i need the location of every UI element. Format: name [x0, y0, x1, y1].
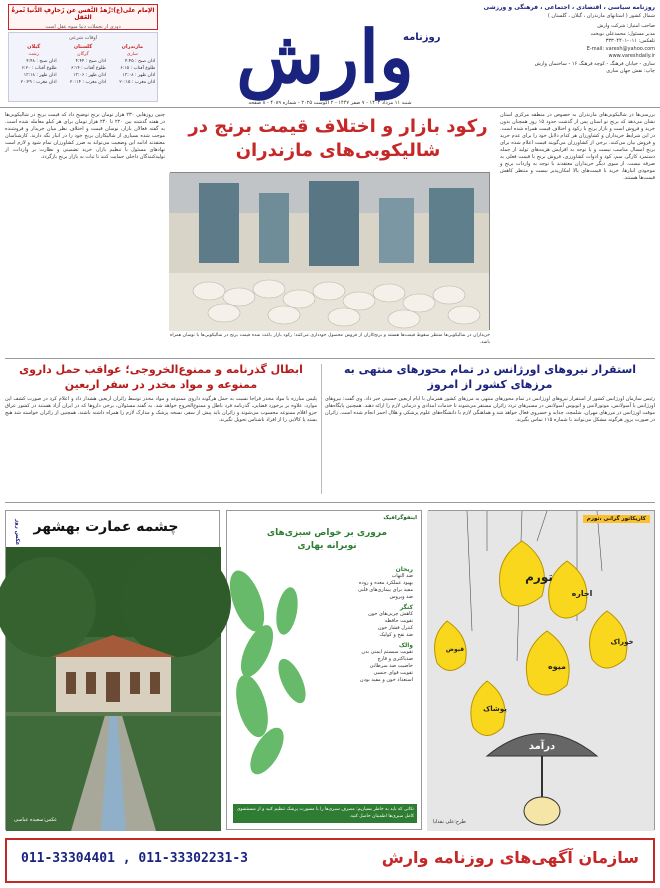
lead-photo: [170, 172, 490, 330]
ad-agency-name: سازمان آگهی‌های روزنامه وارش: [381, 848, 639, 867]
infographic-item: استعداد خون و مفید بودن: [359, 677, 413, 683]
info-row: چاپ: نقش جهان ساری: [606, 68, 655, 74]
hadith-text: الإمام علی(ع):زُهدُ النَّفس عن زَخارِفِ الدُّنیا ثَمرةُ العَقل: [11, 7, 155, 21]
infographic-item: ضد التهاب: [391, 573, 413, 579]
ad-phone-numbers[interactable]: 011-33304401 , 011-33302231-3: [21, 851, 248, 866]
prayer-line: اذان صبح : ۴:۴۸: [26, 59, 57, 64]
prayer-province: مازندران: [121, 44, 144, 50]
infographic-item: کاهش چربی‌های خون: [368, 611, 413, 617]
lead-column-left: چنین روزهایی ۲۳۰ هزار تومان برنج توضیح داد که قیمت برنج در شالیکوبی‌ها در هفته گذشته بین ۲۲۰ تا ۲۴۰ هزار تومان برای هر کیلو معامله شده است. به گفته فعالان بازار، نوسان قیمت و اختلاف نظر میان خریدار و فروشنده موجب شده بسیاری از شالیکاران برنج خود را در انبار نگه دارند. کارشناسان معتقدند ادامه این وضعیت می‌تواند به ضرر کشاورزان تمام شود و لازم است نهادهای مسئول با تنظیم بازار، خرید تضمینی و نظارت بر واردات، از تولیدکنندگان داخلی حمایت کنند تا ثبات به بازار برنج بازگردد.: [5, 112, 165, 160]
story-drugs: [5, 362, 317, 497]
lead-column-right: بررسی‌ها در شالیکوبی‌های مازندران به خصوص در منطقه مرکزی استان نشان می‌دهد که برنج نو استان پس از گذشت حدود ۱۵ روز همچنان بدون خرید و فروش است و بازار برنج با رکود و اختلاف قیمت همراه شده است. در این شرایط خریداران و کشاورزان هر کدام دلایل خود را برای عدم خرید و فروش بیان می‌کنند. برخی از کشاورزان می‌گویند قیمت اعلام شده برای برنج امسال مناسب نیست و با توجه به افزایش هزینه‌های تولید از جمله دستمزد کارگر، سم، کود و ادوات کشاورزی، فروش برنج با قیمت فعلی به صرفه نیست. از سوی دیگر خریداران معتقدند با توجه به واردات برنج و موجودی انبارها، خرید با قیمت‌های بالا امکان‌پذیر نیست و منتظر کاهش قیمت‌ها هستند.: [500, 112, 655, 181]
infographic-item: مفید برای بیماری‌های قلبی: [358, 587, 413, 593]
cartoon-bag-label: تورم: [525, 570, 553, 584]
infographic-tag: اینفوگرافیک: [383, 515, 417, 521]
info-sub: شمال کشور ( استانهای مازندران ، گیلان ، گلستان ): [547, 13, 655, 19]
prayer-line: اذان ظهر : ۱۳:۱۸: [23, 73, 57, 78]
infographic-item: ضدباکتری و قارچ: [377, 656, 413, 662]
infographic-item: ضد نفخ و کولیک: [379, 632, 413, 638]
prayer-city: رشت: [28, 52, 39, 57]
info-row: تلفکس: ۰۱۱-۳۳۳۰۴۴۰۱: [605, 38, 655, 44]
photo-credit: عکس:سعیده عباسی: [14, 817, 58, 823]
advertising-banner[interactable]: [5, 838, 655, 883]
infographic-section-heading: ریحان: [395, 566, 413, 573]
cartoon-bag-label: پوشاک: [483, 705, 507, 713]
story-drugs-body: پلیس مبارزه با مواد مخدر فراجا نسبت به حمل هرگونه داروی ممنوعه و مواد مخدر توسط زائران اربعین هشدار داد و اعلام کرد در صورت کشف این موارد، علاوه بر برخورد قضایی، گذرنامه فرد باطل و ممنوع‌الخروج خواهد شد. به گفته مسئولان، برخی داروها که در ایران آزاد هستند در کشور عراق جزو اقلام ممنوعه محسوب می‌شوند و زائران باید پیش از سفر، نسخه پزشک و مدارک لازم را همراه داشته باشند. همچنین از زائران خواسته شد هیچ بسته یا کالایی را از افراد ناشناس تحویل نگیرند.: [5, 396, 317, 423]
prayer-province: گلستان: [73, 44, 93, 50]
prayer-column: [11, 44, 57, 86]
infographic-item: بهبود عملکرد معده و روده: [358, 580, 413, 586]
cartoon-credit: طرح:علی نقدایا: [433, 819, 466, 825]
publisher-info: [470, 4, 655, 100]
info-row: ساری - خیابان فرهنگ - کوچه فرهنگ ۱۶ - ساختمان وارش: [534, 60, 655, 67]
info-title: روزنامه سیاسی ، اقتصادی ، اجتماعی ، فرهنگی و ورزشی: [483, 4, 655, 11]
story-emergency-body: رئیس سازمان اورژانس کشور از استقرار نیروهای اورژانس در تمام محورهای منتهی به مرزهای کشور همزمان با ایام اربعین حسینی خبر داد. وی گفت: نیروهای اورژانس با آمبولانس، موتورلانس و اتوبوس آمبولانس در مسیرهای تردد زائران مستقر می‌شوند تا خدمات امدادی و درمانی لازم را ارائه دهند. همچنین پایگاه‌های موقت اورژانس در مرزهای مهران، شلمچه، چذابه و خسروی فعال خواهد شد و هماهنگی لازم با دانشگاه‌های علوم پزشکی و هلال احمر انجام شده است. زائران در صورت بروز هرگونه مشکل می‌توانند با شماره ۱۱۵ تماس بگیرند.: [325, 396, 655, 423]
prayer-line: اذان صبح : ۴:۴۴: [75, 59, 107, 64]
rice-mill-photo: [169, 173, 489, 331]
infographic-item: تقویت سیستم ایمنی بدن: [361, 649, 413, 655]
story-emergency: [325, 362, 655, 497]
prayer-line: طلوع آفتاب : ۶:۱۴: [70, 66, 107, 71]
info-website-link[interactable]: www.vareshdaily.ir: [608, 53, 655, 59]
prayer-line: طلوع آفتاب : ۶:۱۵: [120, 66, 156, 71]
cartoon-panel: [428, 510, 655, 830]
prayer-line: اذان ظهر : ۱۳:۰۸: [122, 73, 156, 78]
section-divider: [5, 358, 655, 359]
masthead: [0, 0, 660, 108]
prayer-line: اذان ظهر : ۱۳:۰۶: [73, 73, 107, 78]
infographic-item: تقویت قوای جنسی: [373, 670, 413, 676]
section-divider: [5, 502, 655, 503]
prayer-column: [109, 44, 155, 86]
cartoon-bag-label: قبوض: [445, 646, 465, 653]
newspaper-logo: [225, 0, 441, 100]
hadith-translation: دوری از تجملات دنیا میوه عقل است: [45, 24, 121, 30]
prayer-line: اذان مغرب : ۲۰:۱۴: [69, 80, 107, 85]
dateline: شنبه ۱۱ مرداد ۱۴۰۴ - ۷ صفر ۱۴۴۷ - ۲ آگوست ۲۰۲۵ - شماره ۴۰۸۹ - ۸ صفحه: [248, 100, 412, 106]
column-divider: [321, 364, 322, 494]
infographic-footer: نکاتی که باید به خاطر بسپاریم: مصرف سبزی‌ها را با مشورت پزشک تنظیم کنید و از شستشوی کامل سبزی‌ها اطمینان حاصل کنید.: [233, 804, 417, 823]
prayer-line: اذان مغرب : ۲۰:۱۵: [119, 80, 156, 85]
lead-caption: خریداران در شالیکوبی‌ها منتظر سقوط قیمت‌ها هستند و برنج‌کاران از فروش محصول خودداری می‌کنند؛ رکود بازار باعث شده قیمت برنج در شالیکوبی‌ها با نوسان همراه باشد.: [170, 333, 490, 345]
cartoon-bag-label: اجاره: [571, 589, 593, 598]
cartoon-umbrella-label: درآمد: [528, 741, 556, 752]
info-row: مدیر مسئول: محمدعلی نوبخت: [590, 30, 655, 37]
info-row: صاحب امتیاز: شرکت وارش: [597, 23, 655, 29]
logo-main-text: وارش: [236, 14, 414, 99]
cartoon-tag: کاریکاتور گرانی ،تورم: [583, 515, 650, 523]
prayer-province: گیلان: [27, 44, 41, 50]
prayer-line: اذان صبح : ۴:۴۵: [124, 59, 156, 64]
story-emergency-headline[interactable]: استقرار نیروهای اورژانس در تمام محورهای منتهی به مرزهای کشور از امروز: [343, 363, 637, 391]
infographic-panel: [226, 510, 422, 830]
photo-of-day-label: عکس روز: [14, 519, 20, 546]
infographic-item: کنترل فشار خون: [377, 625, 413, 631]
infographic-item: خاصیت ضد سرطانی: [369, 663, 413, 669]
infographic-section-heading: کنگر: [399, 604, 413, 611]
prayer-city: گرگان: [77, 52, 89, 57]
infographic-section-heading: والک: [398, 642, 413, 649]
prayer-city: ساری: [126, 52, 138, 57]
mansion-photo: [6, 547, 221, 831]
prayer-column: [60, 44, 106, 86]
cartoon-bag-label: خوراک: [610, 638, 634, 646]
hadith-box: [8, 4, 158, 30]
infographic-title: مروری بر خواص سبزی‌های نوبرانه بهاری: [266, 528, 388, 551]
logo-small-text: روزنامه: [403, 32, 441, 43]
prayer-times-box: [8, 32, 158, 102]
infographic-item: تقویت حافظه: [384, 618, 413, 624]
cartoon-bag-label: میوه: [548, 662, 566, 671]
story-drugs-headline[interactable]: ابطال گذرنامه و ممنوع‌الخروجی؛ عواقب حمل داروی ممنوعه و مواد مخدر در سفر اربعین: [19, 363, 303, 391]
info-email-link[interactable]: E-mail: varesh@yahoo.com: [586, 45, 655, 52]
photo-of-day-panel: [5, 510, 220, 830]
infographic-item: ضد ویروس: [389, 594, 413, 600]
prayer-line: طلوع آفتاب : ۶:۲۰: [21, 66, 57, 71]
lead-headline[interactable]: رکود بازار و اختلاف قیمت برنج در شالیکوبی‌های مازندران: [188, 116, 488, 161]
prayer-line: اذان مغرب : ۲۰:۲۹: [20, 80, 57, 85]
cartoon-illustration: [427, 511, 654, 831]
photo-title: چشمه عمارت بهشهر: [33, 519, 179, 535]
prayer-times-title: اوقات شرعی: [68, 35, 98, 41]
